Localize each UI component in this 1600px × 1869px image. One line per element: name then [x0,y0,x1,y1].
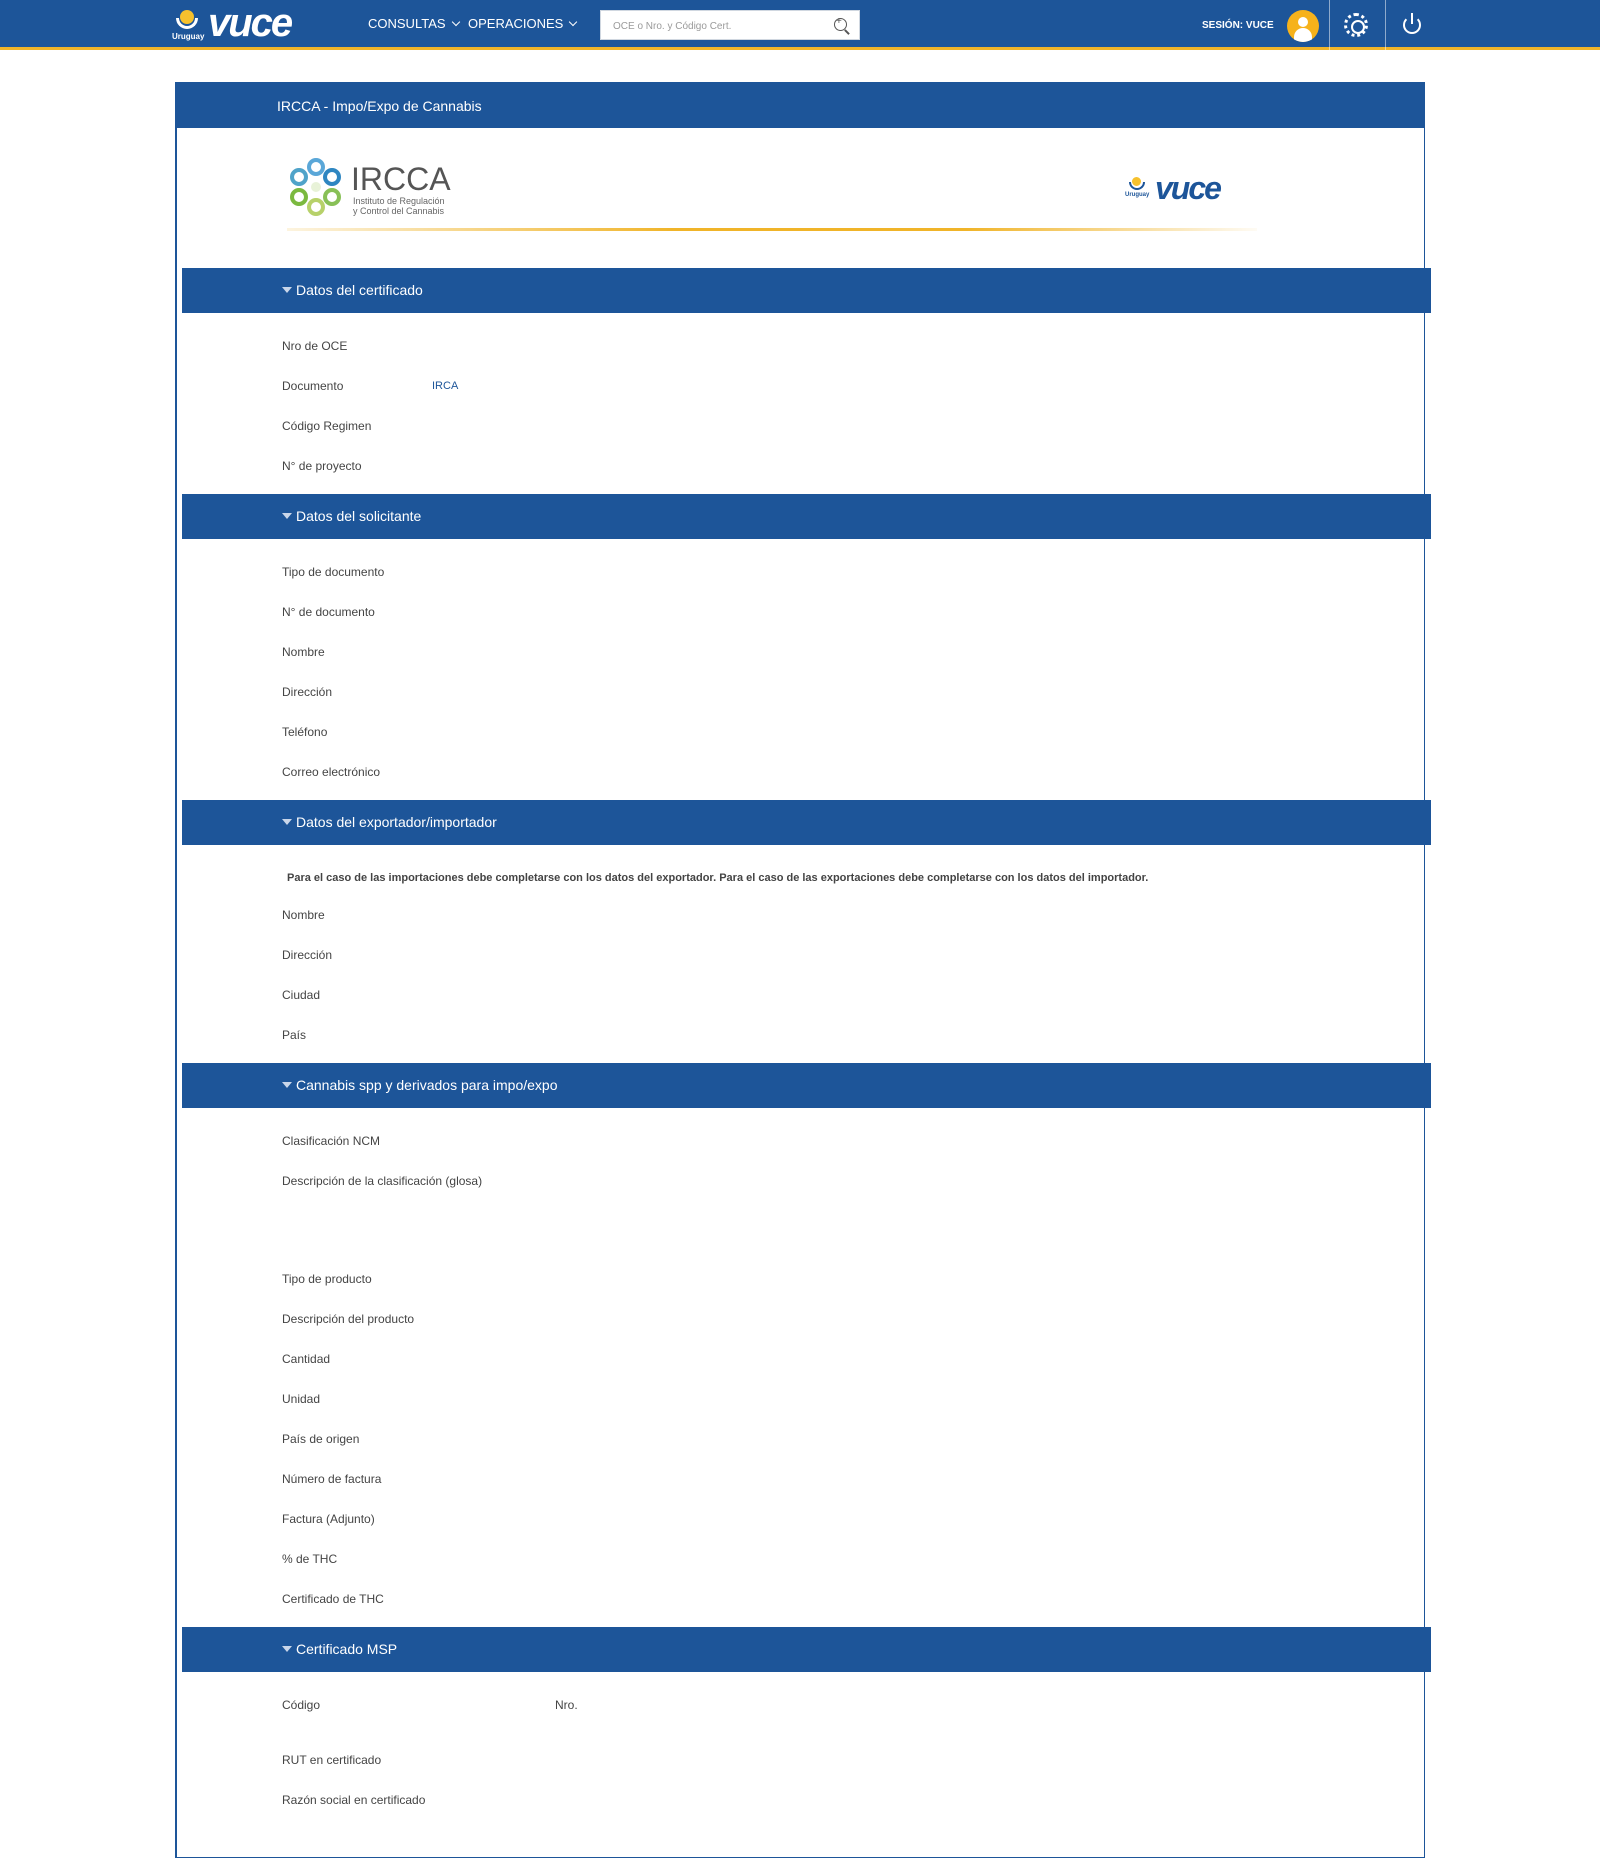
field-label: Número de factura [282,1472,382,1486]
field-label: Código [282,1698,321,1712]
field-label: N° de proyecto [282,459,362,473]
field-label: País [282,1028,307,1042]
nav-operaciones-label: OPERACIONES [468,16,564,31]
chevron-down-icon [569,18,577,26]
search-input[interactable] [613,17,823,35]
section-title: Datos del certificado [296,282,423,298]
power-icon[interactable] [1401,13,1425,37]
field-label: País de origen [282,1432,360,1446]
form-panel [175,82,1425,1858]
field-label: Dirección [282,685,333,699]
field-label: % de THC [282,1552,338,1566]
section-note: Para el caso de las importaciones debe completarse con los datos del exportador. Para el caso de las exportaciones debe completarse con los datos del importador. [287,872,1149,884]
field-label: Unidad [282,1392,321,1406]
caret-down-icon [282,1646,292,1652]
section-header-solicitante[interactable] [182,494,1431,539]
field-label: Certificado de THC [282,1592,384,1606]
section-title: Datos del exportador/importador [296,814,497,830]
field-label: Descripción de la clasificación (glosa) [282,1174,483,1188]
nav-consultas[interactable] [368,16,459,31]
ircca-subtitle: Instituto de Regulación y Control del Cannabis [353,196,445,216]
field-label: Ciudad [282,988,321,1002]
field-label: Teléfono [282,725,328,739]
search-icon[interactable] [834,18,847,31]
user-avatar-icon[interactable] [1287,10,1319,42]
logo-country: Uruguay [172,32,205,41]
field-label: Nro de OCE [282,339,348,353]
field-label-nro: Nro. [555,1698,578,1712]
page-title: IRCCA - Impo/Expo de Cannabis [277,98,482,114]
section-header-certificado[interactable] [182,268,1431,313]
field-label: Nombre [282,645,325,659]
vuce-logo[interactable] [172,1,317,45]
section-title: Datos del solicitante [296,508,422,524]
nav-operaciones[interactable] [468,16,576,31]
section-header-msp[interactable] [182,1627,1431,1672]
field-label: Documento [282,379,344,393]
field-label: Cantidad [282,1352,331,1366]
chevron-down-icon [451,18,459,26]
ircca-flower-icon [287,158,343,220]
caret-down-icon [282,513,292,519]
field-label: Dirección [282,948,333,962]
section-title: Cannabis spp y derivados para impo/expo [296,1077,558,1093]
top-navigation-bar [0,0,1600,50]
search-box [600,10,860,40]
vuce-logo-secondary [1125,170,1245,213]
nav-consultas-label: CONSULTAS [368,16,446,31]
field-label: Factura (Adjunto) [282,1512,375,1526]
section-header-exportador[interactable] [182,800,1431,845]
field-value-documento: IRCA [432,380,459,392]
caret-down-icon [282,287,292,293]
caret-down-icon [282,1082,292,1088]
field-label: Tipo de producto [282,1272,372,1286]
field-label: Clasificación NCM [282,1134,381,1148]
gear-icon[interactable] [1344,13,1368,37]
field-label: RUT en certificado [282,1753,382,1767]
divider [1329,0,1330,50]
logo-country: Uruguay [1125,192,1150,198]
header-divider [287,228,1257,231]
caret-down-icon [282,819,292,825]
field-label: Código Regimen [282,419,372,433]
logo-brand: vuce [1155,170,1220,206]
ircca-name: IRCCA [351,161,451,197]
section-title: Certificado MSP [296,1641,398,1657]
section-header-cannabis[interactable] [182,1063,1431,1108]
ircca-logo [287,158,467,226]
field-label: Razón social en certificado [282,1793,426,1807]
field-label: Nombre [282,908,325,922]
field-label: N° de documento [282,605,375,619]
panel-header [177,83,1424,128]
field-label: Descripción del producto [282,1312,415,1326]
field-label: Correo electrónico [282,765,381,779]
logo-brand: vuce [208,1,292,45]
divider [1385,0,1386,50]
session-label: SESIÓN: VUCE [1202,20,1274,31]
field-label: Tipo de documento [282,565,385,579]
